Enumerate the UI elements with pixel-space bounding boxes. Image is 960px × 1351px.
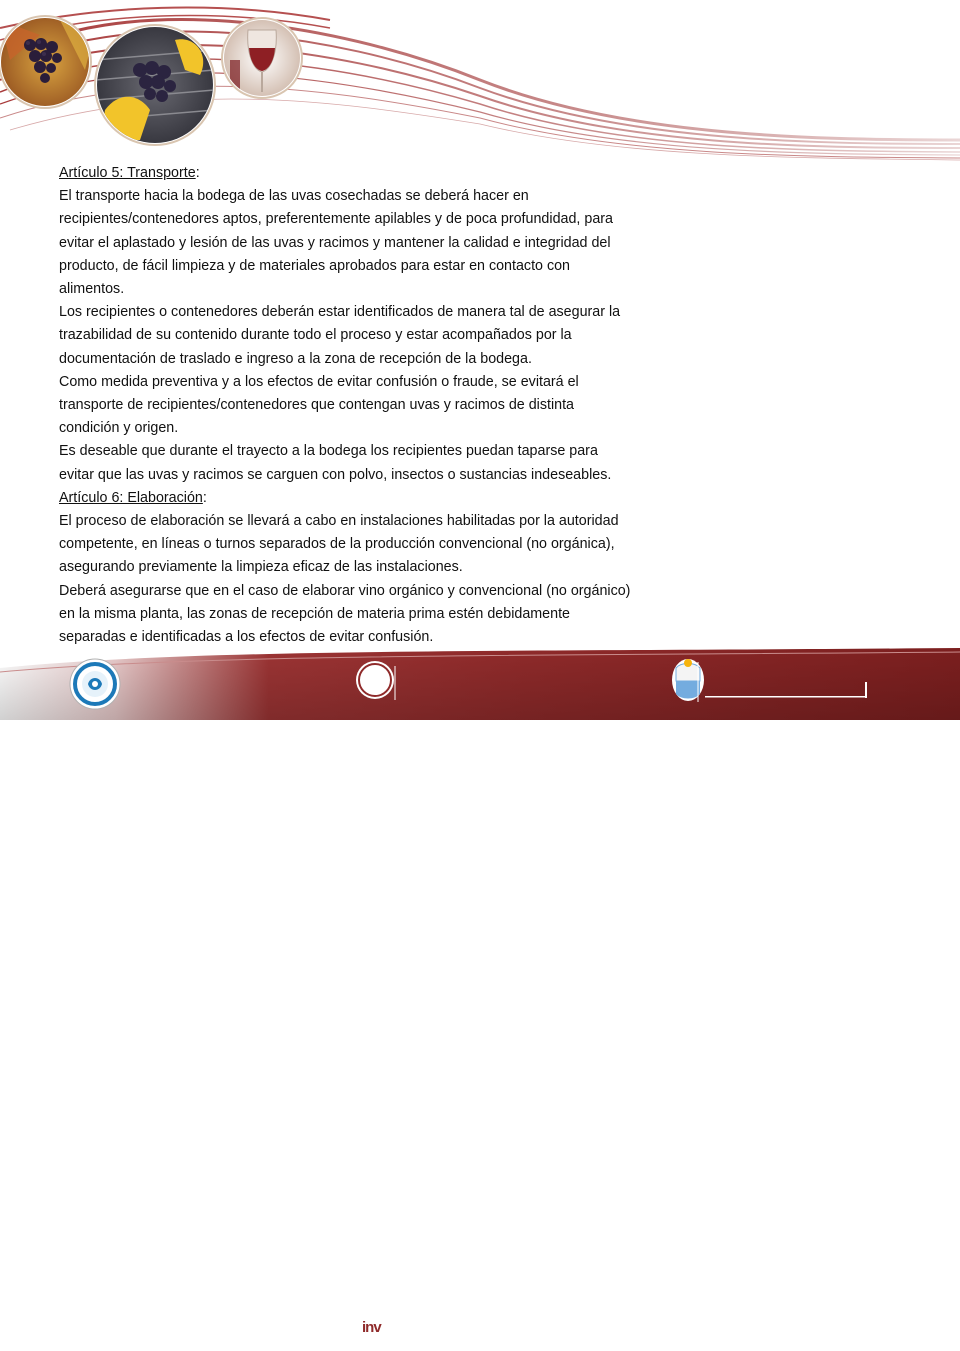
inv-country: REPÚBLICA ARGENTINA (401, 1345, 467, 1351)
paragraph-line: recipientes/contenedores aptos, preferentemente apilables y de poca profundidad, para (59, 211, 613, 228)
paragraph-line: competente, en líneas o turnos separados de la producción convencional (no orgánica), (59, 536, 615, 553)
inv-name: INSTITUTO NACIONAL DE VITIVINICULTURA (401, 1313, 483, 1329)
heading-colon: : (195, 165, 200, 181)
harvest-gloves-photo (95, 25, 215, 145)
paragraph-line: separadas e identificadas a los efectos de evitar confusión. (59, 629, 434, 646)
seal-logo (70, 659, 120, 709)
paragraph-line: El transporte hacia la bodega de las uvas cosechadas se deberá hacer en (59, 188, 529, 205)
paragraph-line: asegurando previamente la limpieza eficaz de las instalaciones. (59, 559, 463, 576)
paragraph-line: condición y origen. (59, 420, 179, 437)
article-5-heading-line (59, 162, 719, 185)
paragraph-line: Es deseable que durante el trayecto a la bodega los recipientes puedan taparse para (59, 443, 598, 460)
footer-banner (0, 648, 960, 1351)
paragraph-line: documentación de traslado e ingreso a la zona de recepción de la bodega. (59, 350, 532, 367)
paragraph-line: evitar el aplastado y lesión de las uvas y racimos y mantener la calidad e integridad del (59, 234, 611, 251)
wine-glass-photo (222, 18, 302, 98)
paragraph-line: evitar que las uvas y racimos se carguen con polvo, insectos o sustancias indeseables. (59, 466, 612, 483)
presidency-name: Presidencia de la Nación (705, 1331, 876, 1347)
footer-art (0, 648, 960, 720)
paragraph-line: Deberá asegurarse que en el caso de elaborar vino orgánico y convencional (no orgánico) (59, 582, 631, 599)
paragraph-line: en la misma planta, las zonas de recepción de materia prima estén debidamente (59, 605, 571, 622)
paragraph-line: Los recipientes o contenedores deberán estar identificados de manera tal de asegurar la (59, 304, 621, 321)
ministry-name: Ministerio de Agricultura, Ganadería y Pesca (705, 1307, 886, 1317)
paragraph-line: El proceso de elaboración se llevará a cabo en instalaciones habilitadas por la autoridad (59, 513, 619, 530)
paragraph-line: trazabilidad de su contenido durante todo el proceso y estar acompañados por la (59, 327, 572, 344)
inv-logo-mark: inv (362, 1319, 381, 1336)
article-6-heading: Artículo 6: Elaboración (59, 489, 203, 506)
header-banner (0, 0, 960, 160)
document-body (59, 162, 719, 649)
paragraph-line: transporte de recipientes/contenedores que contengan uvas y racimos de distinta (59, 397, 575, 414)
article-5-heading: Artículo 5: Transporte (59, 165, 196, 181)
paragraph-line: producto, de fácil limpieza y de materiales aprobados para estar en contacto con (59, 257, 571, 274)
paragraph-line: alimentos. (59, 281, 125, 298)
heading-colon: : (202, 489, 207, 506)
paragraph-line: Como medida preventiva y a los efectos de evitar confusión o fraude, se evitará el (59, 373, 579, 390)
article-6-heading-line (59, 487, 719, 510)
